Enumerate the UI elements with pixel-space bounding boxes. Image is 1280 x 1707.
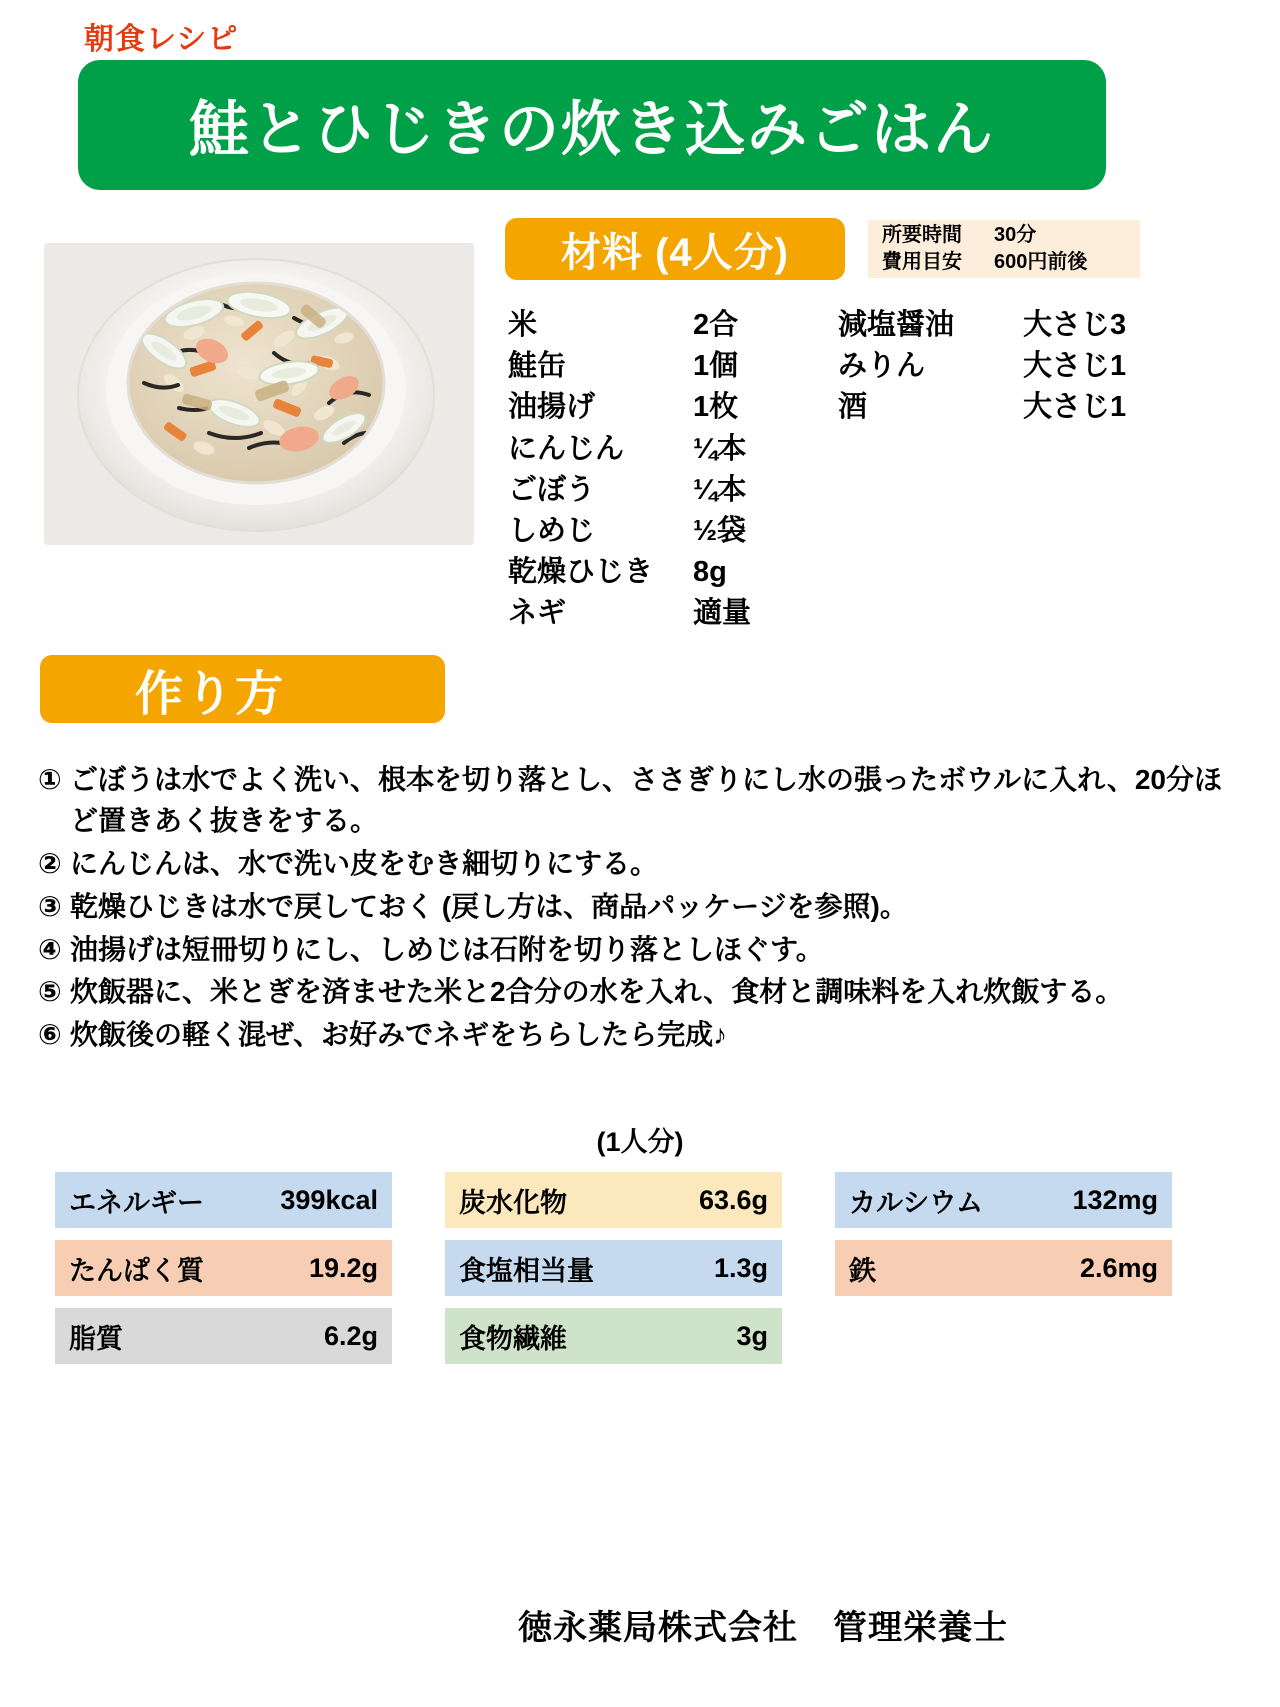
ingredient-name: 減塩醤油: [838, 309, 955, 341]
nutrition-cell-fat: [55, 1308, 392, 1364]
step-number: ③: [38, 890, 62, 922]
ingredient-amount: ¼本: [693, 432, 747, 465]
ingredient-list-right: [838, 305, 1138, 429]
ingredient-name: みりん: [838, 350, 926, 383]
nutrition-value: 399kcal: [280, 1184, 378, 1215]
ingredient-row: [508, 593, 808, 634]
ingredient-name: ネギ: [508, 597, 567, 630]
ingredient-name: 鮭缶: [508, 350, 567, 383]
step-item: [38, 844, 1248, 885]
step-item: [38, 760, 1248, 842]
nutrition-value: 3g: [736, 1320, 768, 1351]
info-time-value: 30分: [994, 224, 1037, 246]
step-item: [38, 972, 1248, 1013]
ingredient-amount: ¼本: [693, 473, 747, 506]
info-time-row: [882, 222, 1126, 249]
nutrition-value: 2.6mg: [1079, 1252, 1158, 1283]
ingredient-name: 油揚げ: [508, 391, 596, 424]
nutrition-label: カルシウム: [849, 1187, 984, 1218]
grid-spacer: [782, 1172, 835, 1228]
footer: [0, 1600, 1280, 1649]
step-text: 炊飯後の軽く混ぜ、お好みでネギをちらしたら完成♪: [70, 1019, 728, 1051]
step-text: 乾燥ひじきは水で戻しておく (戻し方は、商品パッケージを参照)。: [70, 890, 908, 922]
ingredient-row: [508, 346, 808, 387]
ingredient-amount: 8g: [693, 556, 727, 589]
nutrition-cell-iron: [835, 1240, 1172, 1296]
grid-spacer: [835, 1308, 1172, 1364]
ingredients-heading-label: 材料 (4人分): [561, 230, 789, 275]
ingredient-name: 米: [508, 309, 538, 341]
page-title: 鮭とひじきの炊き込みごはん: [189, 96, 995, 163]
nutrition-cell-energy: [55, 1172, 392, 1228]
grid-spacer: [392, 1240, 445, 1296]
info-cost-value: 600円前後: [994, 251, 1088, 273]
steps-heading: [40, 655, 445, 723]
ingredient-amount: 大さじ1: [1023, 391, 1127, 424]
ingredient-amount: 2合: [693, 309, 739, 341]
ingredient-row: [838, 387, 1138, 428]
ingredient-name: にんじん: [508, 432, 625, 465]
ingredient-row: [508, 305, 808, 346]
nutrition-label: 食塩相当量: [459, 1255, 594, 1286]
nutrition-label: エネルギー: [69, 1187, 204, 1218]
ingredient-row: [508, 429, 808, 470]
nutrition-value: 132mg: [1072, 1184, 1158, 1215]
ingredient-name: 乾燥ひじき: [508, 556, 654, 589]
step-number: ②: [38, 847, 62, 879]
step-number: ⑥: [38, 1019, 62, 1051]
ingredient-name: しめじ: [508, 514, 596, 547]
ingredient-row: [508, 387, 808, 428]
step-item: [38, 1015, 1248, 1056]
step-text: ごぼうは水でよく洗い、根本を切り落とし、ささぎりにし水の張ったボウルに入れ、20分ほど置きあく抜きをする。: [70, 764, 1222, 836]
grid-spacer: [392, 1308, 445, 1364]
ingredient-row: [508, 511, 808, 552]
nutrition-cell-fiber: [445, 1308, 782, 1364]
nutrition-cell-salt: [445, 1240, 782, 1296]
nutrition-label: 食物繊維: [459, 1323, 567, 1354]
nutrition-label: たんぱく質: [69, 1255, 204, 1286]
ingredient-row: [508, 470, 808, 511]
steps-heading-label: 作り方: [135, 667, 286, 721]
ingredient-row: [508, 552, 808, 593]
step-number: ④: [38, 933, 62, 965]
nutrition-label: 脂質: [69, 1323, 123, 1354]
nutrition-cell-protein: [55, 1240, 392, 1296]
footer-text: 徳永薬局株式会社 管理栄養士: [518, 1609, 1008, 1647]
ingredient-row: [838, 346, 1138, 387]
nutrition-value: 19.2g: [308, 1252, 378, 1283]
ingredient-amount: 大さじ1: [1023, 350, 1127, 383]
nutrition-value: 6.2g: [323, 1320, 378, 1351]
grid-spacer: [782, 1308, 835, 1364]
info-time-label: 所要時間: [882, 224, 962, 246]
nutrition-label: 炭水化物: [459, 1187, 567, 1218]
ingredient-amount: 適量: [693, 597, 752, 630]
step-item: [38, 930, 1248, 971]
ingredient-amount: 1個: [693, 350, 739, 383]
nutrition-value: 1.3g: [713, 1252, 768, 1283]
steps-list: [38, 760, 1248, 1058]
ingredient-name: ごぼう: [508, 473, 596, 506]
recipe-info-box: [868, 220, 1140, 278]
ingredient-amount: ½袋: [693, 514, 747, 547]
ingredient-row: [838, 305, 1138, 346]
grid-spacer: [392, 1172, 445, 1228]
step-text: にんじんは、水で洗い皮をむき細切りにする。: [70, 847, 659, 879]
ingredients-heading: [505, 218, 845, 280]
ingredient-amount: 1枚: [693, 391, 739, 424]
ingredient-name: 酒: [838, 391, 868, 424]
info-cost-row: [882, 249, 1126, 276]
info-cost-label: 費用目安: [882, 251, 962, 273]
category-label: 朝食レシピ: [84, 23, 239, 56]
step-number: ⑤: [38, 976, 62, 1008]
nutrition-cell-calcium: [835, 1172, 1172, 1228]
recipe-title-banner: [78, 60, 1106, 190]
ingredient-amount: 大さじ3: [1023, 309, 1127, 341]
grid-spacer: [782, 1240, 835, 1296]
step-item: [38, 887, 1248, 928]
dish-photo: [44, 243, 474, 545]
step-number: ①: [38, 764, 62, 795]
step-text: 炊飯器に、米とぎを済ませた米と2合分の水を入れ、食材と調味料を入れ炊飯する。: [70, 976, 1124, 1008]
nutrition-label: 鉄: [849, 1255, 876, 1286]
dish-photo-image: [44, 243, 474, 545]
nutrition-table: [55, 1172, 1225, 1364]
nutrition-value: 63.6g: [698, 1184, 768, 1215]
nutrition-cell-carbohydrate: [445, 1172, 782, 1228]
serving-note: (1人分): [596, 1127, 684, 1157]
step-text: 油揚げは短冊切りにし、しめじは石附を切り落としほぐす。: [70, 933, 824, 965]
ingredient-list-left: [508, 305, 808, 634]
